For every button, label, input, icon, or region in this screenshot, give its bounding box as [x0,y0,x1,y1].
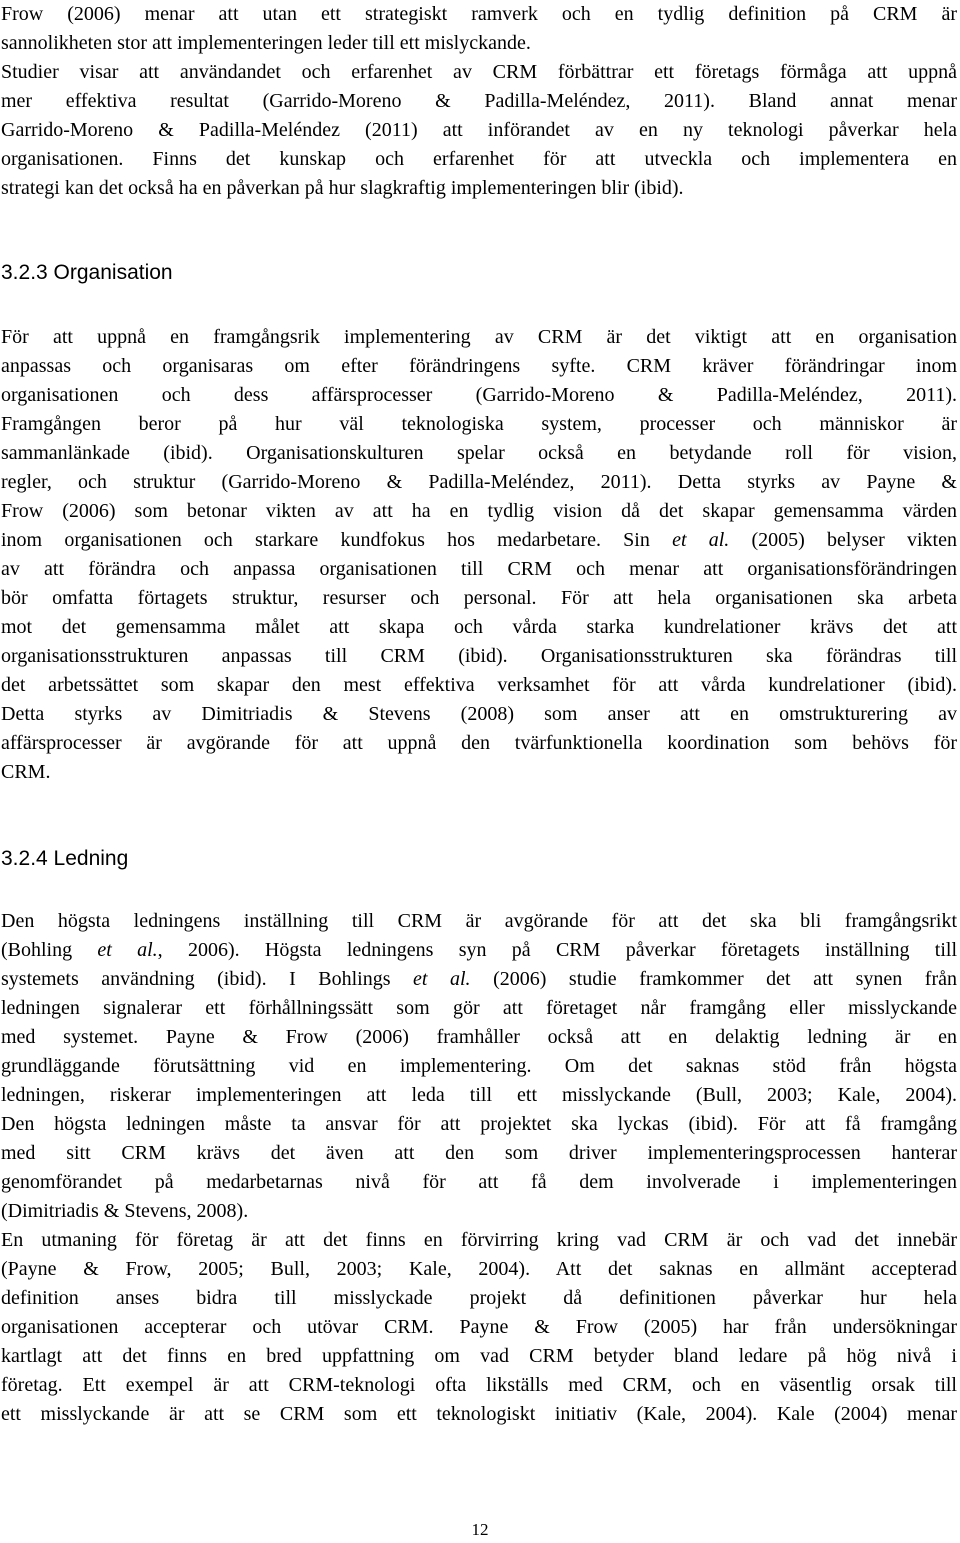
text-line: med sitt CRM krävs det även att den som driver implementeringsprocessen hanterar [1,1142,957,1164]
section-heading-organisation: 3.2.3 Organisation [1,261,173,284]
text-line: av att förändra och anpassa organisationen till CRM och menar att organisationsförändringen [1,558,957,580]
italic-et-al: et al. [413,968,471,990]
text-line: ledningen, riskerar implementeringen att leda till ett misslyckande (Bull, 2003; Kale, 2004). [1,1084,957,1106]
text-line: genomförandet på medarbetarnas nivå för att få dem involverade i implementeringen [1,1171,957,1193]
text-line: mot det gemensamma målet att skapa och vårda starka kundrelationer krävs det att [1,616,957,638]
text-line: regler, och struktur (Garrido-Moreno & Padilla-Meléndez, 2011). Detta styrks av Payne & [1,471,957,493]
text-line: Den högsta ledningen måste ta ansvar för att projektet ska lyckas (ibid). För att få framgång [1,1113,957,1135]
text-line: bör omfatta förtagets struktur, resurser och personal. För att hela organisationen ska arbeta [1,587,957,609]
text-line: organisationsstrukturen anpassas till CRM (ibid). Organisationsstrukturen ska förändras till [1,645,957,667]
text-line: (Payne & Frow, 2005; Bull, 2003; Kale, 2004). Att det saknas en allmänt accepterad [1,1258,957,1280]
text-line: strategi kan det också ha en påverkan på hur slagkraftig implementeringen blir (ibid). [1,177,684,199]
text-line: Garrido-Moreno & Padilla-Meléndez (2011) att införandet av en ny teknologi påverkar hela [1,119,957,141]
text-line: Framgången beror på hur väl teknologiska system, processer och människor är [1,413,957,435]
text-line: sammanlänkade (ibid). Organisationskulturen spelar också en betydande roll för vision, [1,442,957,464]
text-line: sannolikheten stor att implementeringen leder till ett mislyckande. [1,32,531,54]
text-line: CRM. [1,761,51,783]
text-line: Den högsta ledningens inställning till CRM är avgörande för att det ska bli framgångsrikt [1,910,957,932]
text-line: anpassas och organisaras om efter förändringens syfte. CRM kräver förändringar inom [1,355,957,377]
text-line: organisationen och dess affärsprocesser (Garrido-Moreno & Padilla-Meléndez, 2011). [1,384,957,406]
page-number: 12 [471,1520,489,1539]
text-line: med systemet. Payne & Frow (2006) framhåller också att en delaktig ledning är en [1,1026,957,1048]
text-line: definition anses bidra till misslyckade projekt då definitionen påverkar hur hela [1,1287,957,1309]
text-line: mer effektiva resultat (Garrido-Moreno & Padilla-Meléndez, 2011). Bland annat menar [1,90,957,112]
text-line: Frow (2006) som betonar vikten av att ha en tydlig vision då det skapar gemensamma värden [1,500,957,522]
text-line: det arbetssättet som skapar den mest effektiva verksamhet för att vårda kundrelationer (ibid). [1,674,957,696]
text-line: En utmaning för företag är att det finns en förvirring kring vad CRM är och vad det innebär [1,1229,957,1251]
text-line: systemets användning (ibid). I Bohlings et al. (2006) studie framkommer det att synen från [1,968,957,990]
section-heading-ledning: 3.2.4 Ledning [1,847,129,870]
text-line: grundläggande förutsättning vid en implementering. Om det saknas stöd från högsta [1,1055,957,1077]
italic-et-al: et al. [672,529,730,551]
text-line: ett misslyckande är att se CRM som ett teknologiskt initiativ (Kale, 2004). Kale (2004) menar [1,1403,957,1425]
text-line: inom organisationen och starkare kundfokus hos medarbetare. Sin et al. (2005) belyser vikten [1,529,957,551]
text-line: Detta styrks av Dimitriadis & Stevens (2008) som anser att en omstrukturering av [1,703,957,725]
text-line: kartlagt att det finns en bred uppfattning om vad CRM betyder bland ledare på hög nivå i [1,1345,957,1367]
text-line: (Dimitriadis & Stevens, 2008). [1,1200,249,1222]
text-line: organisationen accepterar och utövar CRM. Payne & Frow (2005) har från undersökningar [1,1316,957,1338]
text-line: företag. Ett exempel är att CRM-teknologi ofta likställs med CRM, och en väsentlig orsak till [1,1374,957,1396]
text-line: Frow (2006) menar att utan ett strategiskt ramverk och en tydlig definition på CRM är [1,3,957,25]
italic-et-al: et al. [97,939,158,961]
text-line: ledningen signalerar ett förhållningssätt som gör att företaget når framgång eller misslyckande [1,997,957,1019]
text-line: Studier visar att användandet och erfarenhet av CRM förbättrar ett företags förmåga att uppnå [1,61,957,83]
text-line: För att uppnå en framgångsrik implementering av CRM är det viktigt att en organisation [1,326,957,348]
text-line: (Bohling et al., 2006). Högsta ledningens syn på CRM påverkar företagets inställning till [1,939,957,961]
text-line: affärsprocesser är avgörande för att uppnå den tvärfunktionella koordination som behövs för [1,732,957,754]
text-line: organisationen. Finns det kunskap och erfarenhet för att utveckla och implementera en [1,148,957,170]
